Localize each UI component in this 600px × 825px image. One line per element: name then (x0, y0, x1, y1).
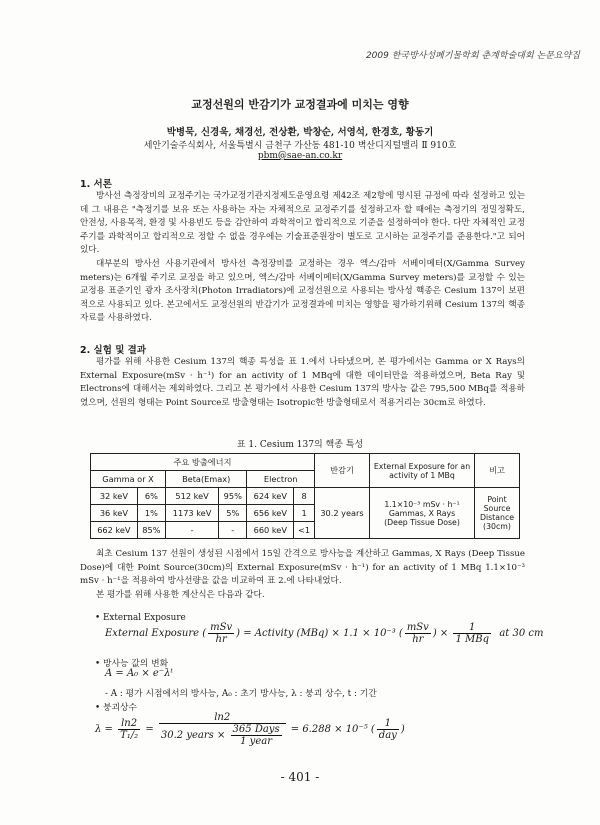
formula-lhs: External Exposure (105, 628, 200, 639)
denominator-part: 30.2 years × (160, 730, 226, 741)
affiliation: 세안기술주식회사, 서울특별시 금천구 가산동 481-10 벽산디지털밸리 Ⅱ 910호 (143, 141, 457, 151)
fraction (453, 622, 491, 645)
table-cell: 36 keV (91, 505, 138, 522)
formula-decay-constant: λ = $\frac{\ln 2}{\text{T₁/₂}}$ = ln2 30.2 years × $\frac{\text{365 Days}}{\text{1 year}}$ = 6.288 × 10⁻⁵ ( $\frac{1}{\text{day}}$ ) (95, 712, 405, 747)
section-heading-methods: 2. 실험 및 결과 (80, 345, 147, 356)
table-cell: 662 keV (91, 522, 138, 539)
intro-paragraph-1: 방사선 측정장비의 교정주기는 국가교정기관지정제도운영요령 제42조 제2항에 명시된 규정에 따라 설정하고 있는데 그 내용은 "측정기를 보유 또는 사용하는 자는 자체적으로 교정주기를 설정하고자 할 때에는 측정기의 정밀정확도, 안전성, 사용목적, 환경 및 사용빈도 등을 감안하여 과학적이고 합리적으로 기준을 설정하여야 한다. 다만 자체적인 교정주기를 과학적이고 합리적으로 정할 수 없을 경우에는 기술표준원장이 별도로 고시하는 교정주기를 준용한다."고 되어있다. (80, 191, 525, 256)
results-paragraph-2: 본 평가를 위해 사용한 계산식은 다음과 같다. (96, 589, 265, 600)
table-cell: 95% (219, 488, 247, 505)
exposure-dose: (Deep Tissue Dose) (384, 517, 460, 527)
page-number: - 401 - (280, 770, 320, 784)
denominator: 1 MBq (455, 634, 489, 645)
table-cell: 32 keV (91, 488, 138, 505)
table-group-header: 주요 방출에너지 (91, 454, 315, 471)
table-cell-halflife: 30.2 years (315, 488, 370, 539)
table-cell: 8 (294, 488, 315, 505)
section-heading-intro: 1. 서론 (80, 179, 112, 190)
numerator: mSv (210, 622, 233, 633)
table-cell: <1 (294, 522, 315, 539)
numerator: 1 (377, 718, 399, 730)
table-cell: - (219, 522, 247, 539)
intro-paragraph-2: 대부분의 방사선 사용기관에서 방사선 측정장비를 교정하는 경우 엑스/감마 서베이메터(X/Gamma Survey meters)는 6개월 주기로 교정을 하고 있으며, 엑스/감마 서베이메터(X/Gamma Survey meters)를 교정할 수 있는 교정용 표준기인 광자 조사장치(Photon Irradiators)에 교정선원으로 사용되는 방사성 핵종은 Cesium 137이 보편적으로 사용되고 있다. 본고에서도 교정선원의 반감기가 교정결과에 미치는 영향을 평가하기위해 Cesium 137의 핵종 자료를 사용하였다. (80, 258, 525, 324)
table-cell: 660 keV (247, 522, 294, 539)
denominator (159, 724, 286, 747)
numerator: ln2 (118, 718, 140, 730)
fraction (118, 718, 140, 741)
table-header-exposure: External Exposure for an activity of 1 MBq (370, 454, 475, 488)
nuclide-table (90, 453, 520, 539)
intro-body (80, 190, 525, 326)
table-header-remark: 비고 (475, 454, 520, 488)
fraction (231, 724, 282, 747)
formula-activity-decay: A = A₀ × e⁻λᵗ (105, 668, 173, 679)
table-cell: 624 keV (247, 488, 294, 505)
formula-label-activity: • 방사능 값의 변화 (95, 659, 169, 669)
fraction (159, 712, 286, 747)
numerator: mSv (406, 622, 429, 633)
numerator: 1 (453, 622, 491, 634)
table-cell: 1% (137, 505, 165, 522)
table-cell: 5% (219, 505, 247, 522)
table-cell-exposure (370, 488, 475, 539)
exposure-value: 1.1×10⁻³ mSv · h⁻¹ (384, 499, 460, 509)
table-cell-remark: Point Source Distance (30cm) (475, 488, 520, 539)
results-body (80, 548, 525, 602)
table-caption: 표 1. Cesium 137의 핵종 특성 (236, 440, 364, 450)
numerator: ln2 (159, 712, 286, 724)
table-cell: 512 keV (166, 488, 219, 505)
formula-label-decay-constant: • 붕괴상수 (95, 703, 137, 713)
author-email-link[interactable]: pbm@sae-an.co.kr (257, 151, 343, 161)
denominator: hr (215, 634, 227, 645)
methods-body (80, 356, 525, 410)
table-row (91, 488, 520, 505)
paper-title: 교정선원의 반감기가 교정결과에 미치는 영향 (191, 98, 409, 111)
author-list: 박병묵, 신경욱, 채경선, 전상환, 박창순, 서영석, 한경호, 황동기 (166, 127, 434, 138)
numerator: 365 Days (232, 724, 280, 735)
exposure-type: Gammas, X Rays (388, 508, 456, 518)
fraction (208, 622, 234, 645)
formula-mid: = Activity (MBq) × 1.1 × 10⁻³ (243, 628, 396, 639)
fraction (405, 622, 431, 645)
lambda-symbol: λ = (95, 724, 113, 735)
table-cell: 1173 keV (166, 505, 219, 522)
table-header-beta: Beta(Emax) (166, 471, 247, 488)
formula-tail: at 30 cm (499, 628, 544, 639)
results-paragraph-1: 최초 Cesium 137 선원이 생성된 시점에서 15일 간격으로 방사능을 계산하고 Gammas, X Rays (Deep Tissue Dose)에 대한 Point Source(30cm)의 External Exposure(mSv · h⁻¹) for an activity of 1 MBq 1.1×10⁻³ mSv · h⁻¹을 적용하여 방사선량을 값을 비교하여 표 2.에 나타내었다. (80, 549, 525, 587)
fraction (377, 718, 399, 741)
denominator: day (378, 730, 397, 741)
formula-external-exposure: External Exposure ( $\frac{\text{mSv}}{hr}$ ) = Activity (MBq) × 1.1 × 10⁻³ ( $\frac{\text{mSv}}{hr}$ ) × $\frac{1}{\text{1 MBq}}$ at 30 cm (105, 622, 544, 645)
running-header: 2009 한국방사성폐기물학회 춘계학술대회 논문요약집 (365, 51, 580, 61)
table-header-electron: Electron (247, 471, 315, 488)
formula-legend: - A : 평가 시점에서의 방사능, A₀ : 초기 방사능, λ : 붕괴 상수, t : 기간 (105, 689, 377, 699)
methods-paragraph-1: 평가를 위해 사용한 Cesium 137의 핵종 특성을 표 1.에서 나타냈으며, 본 평가에서는 Gamma or X Rays의 External Exposure(mSv · h⁻¹) for an activity of 1 MBq에 대한 데이터만을 적용하였으며, Beta Ray 및 Electrons에 대해서는 제외하였다. 그리고 본 평가에서 사용한 Cesium 137의 방사능 값은 795,500 MBq를 적용하였으며, 선원의 형태는 Point Source로 방출형태는 Isotropic한 방출형태로서 적용거리는 30cm로 하였다. (80, 357, 525, 408)
denominator: 1 year (240, 736, 272, 747)
table-cell: 656 keV (247, 505, 294, 522)
table-cell: - (166, 522, 219, 539)
table-header-halflife: 반감기 (315, 454, 370, 488)
table-header-gamma: Gamma or X (91, 471, 166, 488)
table-cell: 85% (137, 522, 165, 539)
denominator: T₁/₂ (120, 730, 139, 741)
denominator: hr (412, 634, 424, 645)
table-cell: 1 (294, 505, 315, 522)
formula-label-exposure: • External Exposure (95, 613, 186, 623)
table-cell: 6% (137, 488, 165, 505)
formula-result: = 6.288 × 10⁻⁵ (290, 724, 368, 735)
